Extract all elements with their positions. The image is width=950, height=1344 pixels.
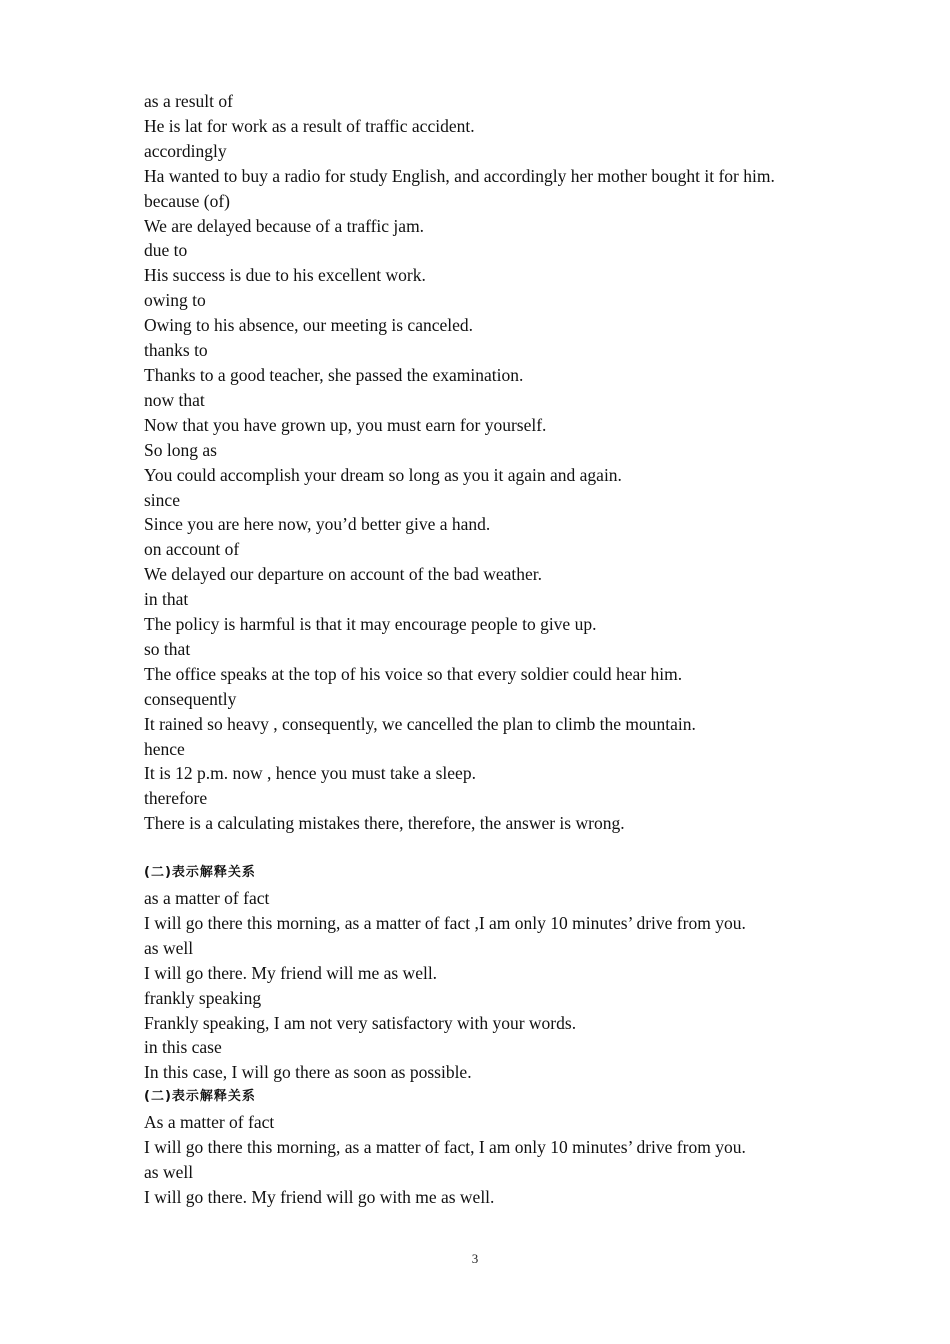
phrase-term: in that (144, 589, 189, 610)
phrase-term: owing to (144, 290, 206, 311)
phrase-term: So long as (144, 439, 217, 460)
example-sentence: The office speaks at the top of his voice so that every soldier could hear him. (144, 663, 683, 684)
page-number: 3 (471, 1251, 479, 1266)
example-sentence: He is lat for work as a result of traffic accident. (144, 115, 475, 136)
phrase-term: hence (144, 738, 185, 759)
example-sentence: Since you are here now, you’d better give a hand. (144, 514, 491, 535)
example-sentence: Ha wanted to buy a radio for study English, and accordingly her mother bought it for him. (144, 165, 775, 186)
phrase-term: therefore (144, 788, 208, 809)
example-sentence: It rained so heavy , consequently, we cancelled the plan to climb the mountain. (144, 713, 696, 734)
example-sentence: Now that you have grown up, you must earn for yourself. (144, 414, 547, 435)
phrase-term: accordingly (144, 140, 227, 161)
section-heading: (二)表示解释关系 (144, 1089, 256, 1105)
phrase-term: as a matter of fact (144, 887, 270, 908)
phrase-term: now that (144, 389, 205, 410)
example-sentence: I will go there. My friend will me as well. (144, 962, 438, 983)
phrase-term: in this case (144, 1037, 222, 1058)
phrase-term: since (144, 489, 180, 510)
example-sentence: His success is due to his excellent work. (144, 265, 426, 286)
example-sentence: The policy is harmful is that it may encourage people to give up. (144, 614, 597, 635)
phrase-term: thanks to (144, 340, 208, 361)
phrase-term: so that (144, 638, 191, 659)
phrase-term: As a matter of fact (144, 1112, 275, 1133)
example-sentence: In this case, I will go there as soon as possible. (144, 1062, 472, 1083)
phrase-term: because (of) (144, 190, 230, 211)
phrase-term: as a result of (144, 91, 233, 111)
phrase-term: as well (144, 937, 194, 958)
example-sentence: I will go there this morning, as a matter of fact, I am only 10 minutes’ drive from you. (144, 1137, 746, 1158)
example-sentence: Frankly speaking, I am not very satisfactory with your words. (144, 1012, 577, 1033)
section-heading: (二)表示解释关系 (144, 865, 256, 881)
phrase-term: on account of (144, 539, 240, 560)
example-sentence: I will go there this morning, as a matter of fact ,I am only 10 minutes’ drive from you. (144, 912, 746, 933)
example-sentence: We are delayed because of a traffic jam. (144, 215, 425, 236)
example-sentence: I will go there. My friend will go with me as well. (144, 1186, 495, 1207)
example-sentence: Owing to his absence, our meeting is canceled. (144, 315, 473, 336)
phrase-term: as well (144, 1161, 194, 1182)
phrase-term: consequently (144, 688, 237, 709)
page-content (144, 89, 812, 1210)
example-sentence: We delayed our departure on account of the bad weather. (144, 564, 542, 585)
example-sentence: There is a calculating mistakes there, therefore, the answer is wrong. (144, 813, 625, 834)
example-sentence: It is 12 p.m. now , hence you must take a sleep. (144, 763, 476, 784)
paragraph-gap (144, 836, 812, 861)
example-sentence: Thanks to a good teacher, she passed the examination. (144, 364, 524, 385)
example-sentence: You could accomplish your dream so long as you it again and again. (144, 464, 622, 485)
phrase-term: frankly speaking (144, 987, 262, 1008)
phrase-term: due to (144, 240, 188, 261)
